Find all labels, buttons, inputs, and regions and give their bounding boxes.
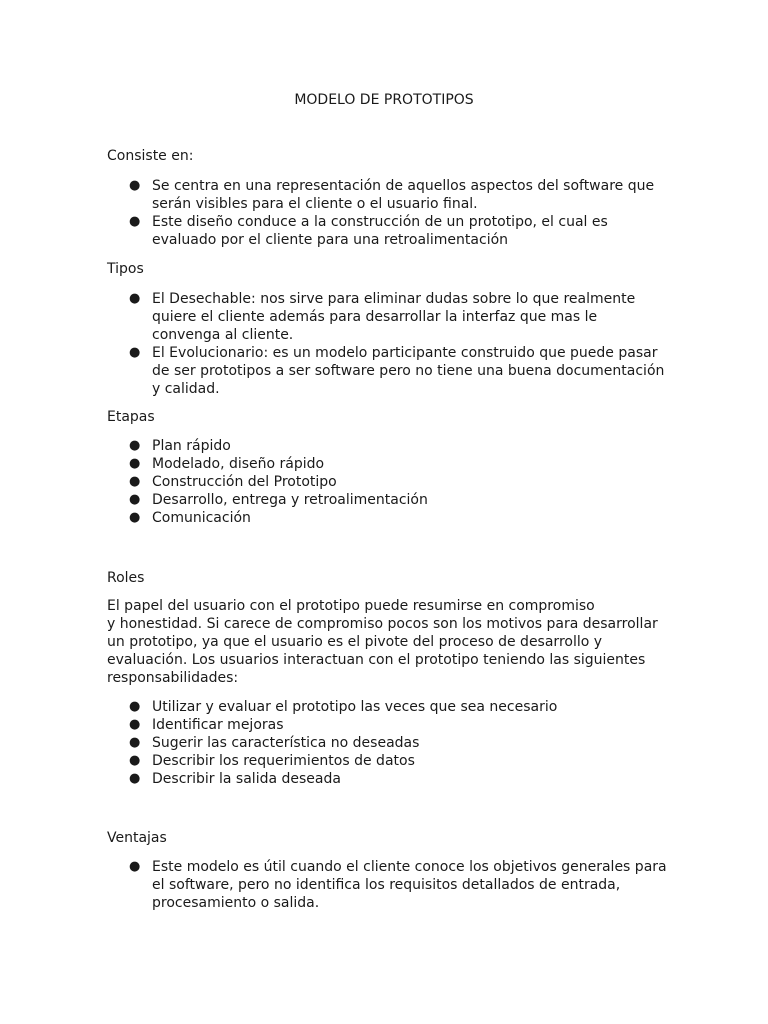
list-item-text: serán visibles para el cliente o el usuario final. bbox=[152, 196, 478, 212]
list-item bbox=[0, 752, 672, 770]
list-item-text: Plan rápido bbox=[152, 438, 231, 454]
list-tipos bbox=[0, 290, 672, 398]
list-item-text: convenga al cliente. bbox=[152, 327, 294, 343]
list-item-text: Comunicación bbox=[152, 510, 251, 526]
bullet-icon: ● bbox=[129, 510, 141, 525]
list-item bbox=[0, 716, 672, 734]
bullet-icon: ● bbox=[129, 771, 141, 786]
list-item-text: Describir la salida deseada bbox=[152, 771, 341, 787]
list-item-text: Construcción del Prototipo bbox=[152, 474, 337, 490]
heading-etapas: Etapas bbox=[107, 409, 155, 425]
heading-roles: Roles bbox=[107, 570, 145, 586]
heading-consiste: Consiste en: bbox=[107, 148, 194, 164]
list-item bbox=[0, 734, 672, 752]
bullet-icon: ● bbox=[129, 699, 141, 714]
list-item-text: de ser prototipos a ser software pero no tiene una buena documentación bbox=[152, 363, 665, 379]
bullet-icon: ● bbox=[129, 291, 141, 306]
list-item bbox=[0, 509, 672, 527]
list-item-text: El Evolucionario: es un modelo participante construido que puede pasar bbox=[152, 345, 658, 361]
list-item-text: el software, pero no identifica los requisitos detallados de entrada, bbox=[152, 877, 621, 893]
list-item-text: y calidad. bbox=[152, 381, 220, 397]
paragraph-line: El papel del usuario con el prototipo puede resumirse en compromiso bbox=[107, 598, 595, 614]
list-item-text: Describir los requerimientos de datos bbox=[152, 753, 415, 769]
list-item bbox=[0, 437, 672, 455]
heading-ventajas: Ventajas bbox=[107, 830, 167, 846]
list-item-text: Este diseño conduce a la construcción de un prototipo, el cual es bbox=[152, 214, 608, 230]
list-item-text: Identificar mejoras bbox=[152, 717, 284, 733]
list-item-text: Modelado, diseño rápido bbox=[152, 456, 325, 472]
paragraph-line: evaluación. Los usuarios interactuan con el prototipo teniendo las siguientes bbox=[107, 652, 646, 668]
bullet-icon: ● bbox=[129, 178, 141, 193]
list-item-text: quiere el cliente además para desarrollar la interfaz que mas le bbox=[152, 309, 598, 325]
bullet-icon: ● bbox=[129, 735, 141, 750]
document-title: MODELO DE PROTOTIPOS bbox=[294, 92, 474, 108]
list-item bbox=[0, 177, 672, 213]
list-item bbox=[0, 213, 672, 249]
list-item bbox=[0, 770, 672, 788]
list-item bbox=[0, 473, 672, 491]
list-item-text: Utilizar y evaluar el prototipo las veces que sea necesario bbox=[152, 699, 558, 715]
list-item-text: Desarrollo, entrega y retroalimentación bbox=[152, 492, 428, 508]
paragraph-line: un prototipo, ya que el usuario es el pivote del proceso de desarrollo y bbox=[107, 634, 603, 650]
bullet-icon: ● bbox=[129, 717, 141, 732]
bullet-icon: ● bbox=[129, 456, 141, 471]
roles-paragraph bbox=[107, 597, 667, 687]
list-item bbox=[0, 491, 672, 509]
bullet-icon: ● bbox=[129, 859, 141, 874]
bullet-icon: ● bbox=[129, 753, 141, 768]
bullet-icon: ● bbox=[129, 438, 141, 453]
list-item-text: evaluado por el cliente para una retroalimentación bbox=[152, 232, 509, 248]
list-item-text: procesamiento o salida. bbox=[152, 895, 320, 911]
list-item bbox=[0, 698, 672, 716]
list-item bbox=[0, 290, 672, 344]
paragraph-line: responsabilidades: bbox=[107, 670, 239, 686]
list-item-text: Sugerir las característica no deseadas bbox=[152, 735, 420, 751]
list-item bbox=[0, 455, 672, 473]
bullet-icon: ● bbox=[129, 345, 141, 360]
list-roles bbox=[0, 698, 672, 788]
heading-tipos: Tipos bbox=[107, 261, 144, 277]
list-item-text: Este modelo es útil cuando el cliente conoce los objetivos generales para bbox=[152, 859, 667, 875]
list-ventajas bbox=[0, 858, 672, 912]
paragraph-line: y honestidad. Si carece de compromiso pocos son los motivos para desarrollar bbox=[107, 616, 658, 632]
list-item-text: Se centra en una representación de aquellos aspectos del software que bbox=[152, 178, 655, 194]
list-consiste bbox=[0, 177, 672, 249]
list-item bbox=[0, 858, 672, 912]
bullet-icon: ● bbox=[129, 492, 141, 507]
bullet-icon: ● bbox=[129, 214, 141, 229]
list-item-text: El Desechable: nos sirve para eliminar dudas sobre lo que realmente bbox=[152, 291, 636, 307]
bullet-icon: ● bbox=[129, 474, 141, 489]
list-item bbox=[0, 344, 672, 398]
list-etapas bbox=[0, 437, 672, 527]
